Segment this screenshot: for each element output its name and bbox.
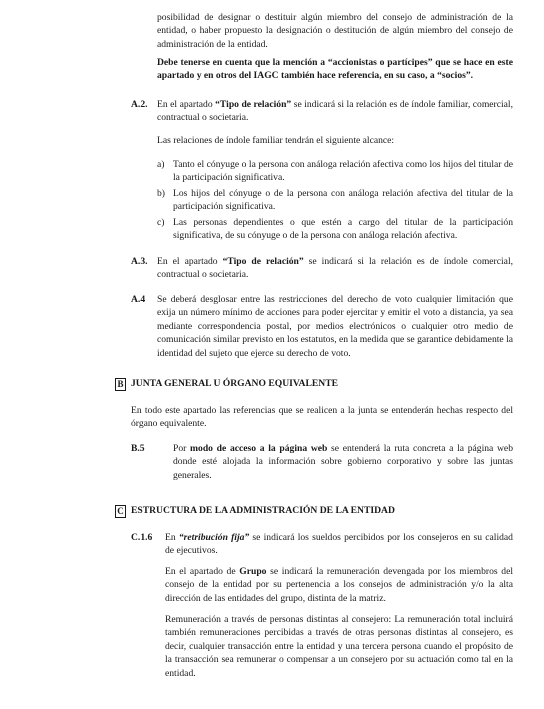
a2-label: A.2. <box>131 99 148 110</box>
a2-scope: Las relaciones de índole familiar tendrán el siguiente alcance: <box>157 135 395 146</box>
b5-term: modo de acceso a la página web <box>190 443 328 454</box>
section-b-box: B <box>115 378 126 391</box>
a3-label: A.3. <box>131 256 148 267</box>
a3-paragraph: En el apartado “Tipo de relación” se indicará si la relación es de índole comercial, contractual o societaria. <box>157 256 514 281</box>
c16-label: C.1.6 <box>131 532 153 543</box>
c16-term: “retribución fija” <box>178 532 250 543</box>
intro-note: Debe tenerse en cuenta que la mención a “accionistas o partícipes” que se hace en este apartado y en otros del IAGC también hace referencia, en su caso, a “socios”. <box>157 57 513 82</box>
section-c-box: C <box>115 505 126 518</box>
remuneracion-paragraph: Remuneración a través de personas distintas al consejero: La remuneración total incluirá también remuneraciones percibidas a través de otras personas distintas al consejero, es decir, cualquier transacción entre la entidad y una tercera persona cuando el propósito de la transacción sea remunerar o compensar a un consejero por su actuación como tal en la entidad. <box>165 614 513 679</box>
section-b-paragraph: En todo este apartado las referencias que se realicen a la junta se entenderán hechas respecto del órgano equivalente. <box>131 405 513 430</box>
a2-item-b: Los hijos del cónyuge o de la persona con análoga relación afectiva del titular de la participación significativa. <box>173 188 513 213</box>
b5-label: B.5 <box>131 443 145 454</box>
a2-item-a-marker: a) <box>157 159 165 170</box>
a2-term: “Tipo de relación” <box>215 99 292 110</box>
a2-item-c-marker: c) <box>157 217 165 228</box>
a2-item-b-marker: b) <box>157 188 165 199</box>
intro-paragraph: posibilidad de designar o destituir algún miembro del consejo de administración de la entidad, o haber propuesto la designación o destitución de algún miembro del consejo de administración de la entidad. <box>157 12 513 50</box>
b5-paragraph: Por modo de acceso a la página web se entenderá la ruta concreta a la página web donde esté alojada la información sobre gobierno corporativo y sobre las juntas generales. <box>173 443 513 481</box>
a3-term: “Tipo de relación” <box>222 256 304 267</box>
a2-item-c: Las personas dependientes o que estén a cargo del titular de la participación significativa, de su cónyuge o de la persona con análoga relación afectiva. <box>173 217 513 242</box>
grupo-term: Grupo <box>239 566 267 577</box>
a4-paragraph: Se deberá desglosar entre las restricciones del derecho de voto cualquier limitación que exija un número mínimo de acciones para poder ejercitar y emitir el voto a distancia, ya sea mediante correspondencia postal, por medios electrónicos o cualquier otro medio de comunicación similar previsto en los estatutos, en la medida que se garantice debidamente la identidad del sujeto que ejerce su derecho de voto. <box>157 294 513 359</box>
a2-item-a: Tanto el cónyuge o la persona con análoga relación afectiva como los hijos del titular de la participación significativa. <box>173 159 513 184</box>
a2-paragraph: En el apartado “Tipo de relación” se indicará si la relación es de índole familiar, comercial, contractual o societaria. <box>157 99 513 124</box>
c16-paragraph: En “retribución fija” se indicará los sueldos percibidos por los consejeros en su calidad de ejecutivos. <box>165 532 513 557</box>
grupo-paragraph: En el apartado de Grupo se indicará la remuneración devengada por los miembros del consejo de la entidad por su pertenencia a los consejos de administración y/o la alta dirección de las entidades del grupo, distinta de la matriz. <box>165 566 513 604</box>
section-c-title: ESTRUCTURA DE LA ADMINISTRACIÓN DE LA ENTIDAD <box>131 505 395 516</box>
section-b-title: JUNTA GENERAL U ÓRGANO EQUIVALENTE <box>131 378 339 389</box>
a4-label: A.4 <box>131 294 146 305</box>
